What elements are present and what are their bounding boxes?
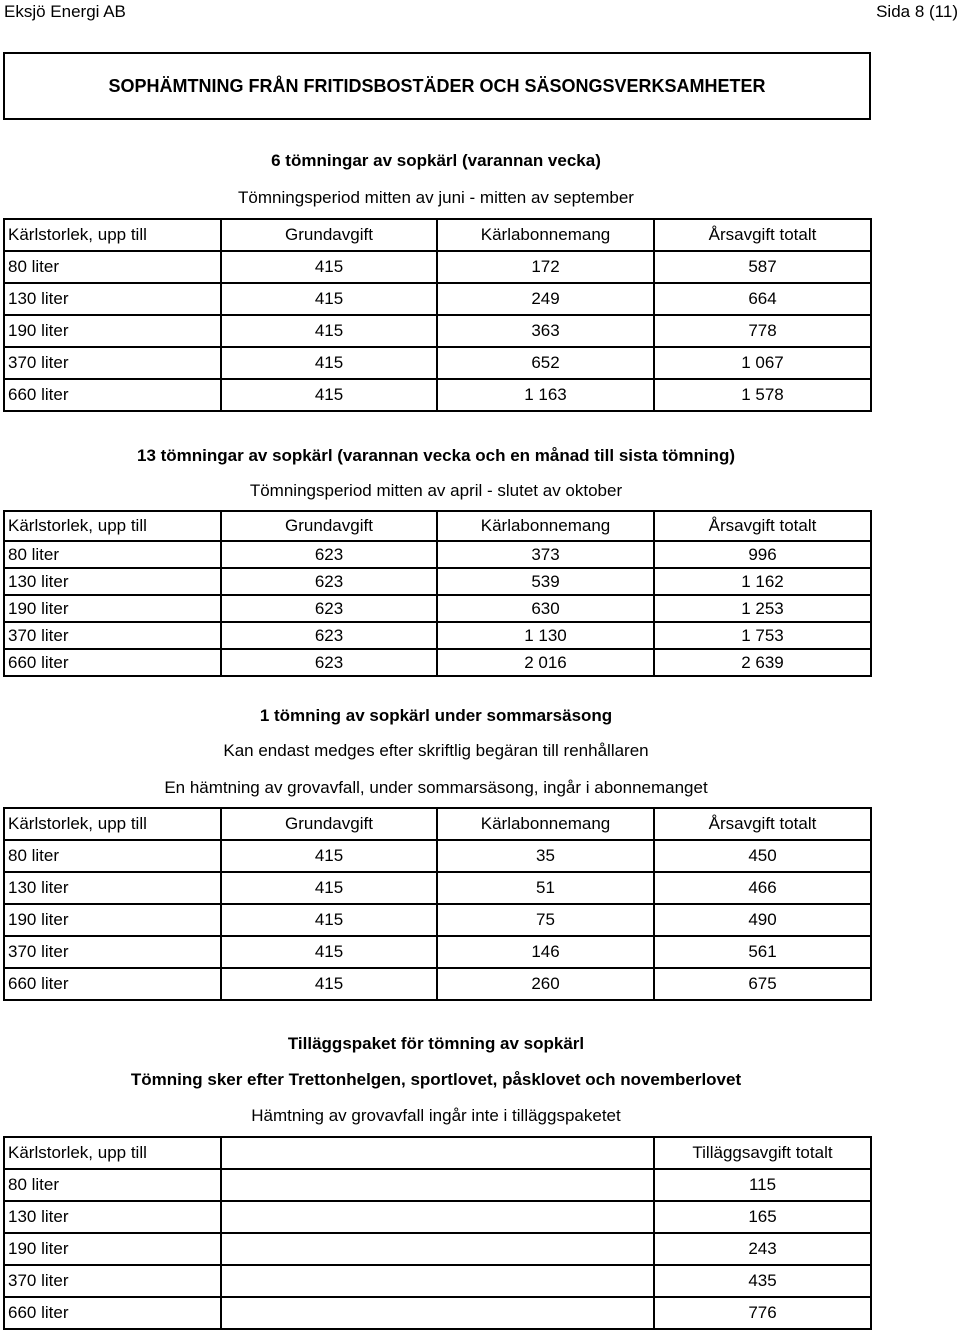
value-cell: 996 (654, 541, 871, 568)
column-header: Kärlabonnemang (437, 219, 654, 251)
value-cell: 1 578 (654, 379, 871, 411)
value-cell: 172 (437, 251, 654, 283)
table-row (4, 251, 871, 283)
value-cell: 490 (654, 904, 871, 936)
value-cell: 561 (654, 936, 871, 968)
table-row (4, 283, 871, 315)
value-cell: 2 016 (437, 649, 654, 676)
table-header-row (4, 511, 871, 541)
column-header: Årsavgift totalt (654, 511, 871, 541)
table-row (4, 1265, 871, 1297)
table-row (4, 1297, 871, 1329)
size-cell: 660 liter (4, 649, 221, 676)
empty-cell (221, 1233, 654, 1265)
size-cell: 370 liter (4, 347, 221, 379)
column-header: Kärlstorlek, upp till (4, 511, 221, 541)
size-cell: 130 liter (4, 568, 221, 595)
table-row (4, 541, 871, 568)
value-cell: 115 (654, 1169, 871, 1201)
size-cell: 190 liter (4, 1233, 221, 1265)
value-cell: 415 (221, 968, 437, 1000)
section3-subheading-1: Kan endast medges efter skriftlig begäran till renhållaren (223, 741, 649, 760)
value-cell: 260 (437, 968, 654, 1000)
section3-heading: 1 tömning av sopkärl under sommarsäsong (259, 706, 613, 725)
value-cell: 415 (221, 904, 437, 936)
table-row (4, 904, 871, 936)
size-cell: 190 liter (4, 315, 221, 347)
value-cell: 587 (654, 251, 871, 283)
document-title (3, 52, 871, 120)
value-cell: 2 639 (654, 649, 871, 676)
value-cell: 652 (437, 347, 654, 379)
size-cell: 130 liter (4, 1201, 221, 1233)
table-row (4, 315, 871, 347)
table-row (4, 595, 871, 622)
section4-heading: Tilläggspaket för tömning av sopkärl (287, 1034, 585, 1053)
size-cell: 80 liter (4, 840, 221, 872)
value-cell: 1 162 (654, 568, 871, 595)
size-cell: 660 liter (4, 1297, 221, 1329)
section1-subheading: Tömningsperiod mitten av juni - mitten av september (238, 188, 634, 207)
column-header: Årsavgift totalt (654, 808, 871, 840)
table-row (4, 568, 871, 595)
value-cell: 75 (437, 904, 654, 936)
value-cell: 623 (221, 568, 437, 595)
empty-cell (221, 1169, 654, 1201)
value-cell: 415 (221, 315, 437, 347)
value-cell: 1 753 (654, 622, 871, 649)
value-cell: 415 (221, 283, 437, 315)
document-title-text: SOPHÄMTNING FRÅN FRITIDSBOSTÄDER OCH SÄSONGSVERKSAMHETER (108, 75, 766, 96)
column-header: Grundavgift (221, 511, 437, 541)
value-cell: 630 (437, 595, 654, 622)
value-cell: 435 (654, 1265, 871, 1297)
value-cell: 1 253 (654, 595, 871, 622)
section4-subheading-1: Tömning sker efter Trettonhelgen, sportlovet, påsklovet och novemberlovet (130, 1070, 742, 1089)
size-cell: 370 liter (4, 622, 221, 649)
section1-table (3, 218, 872, 412)
column-header: Grundavgift (221, 219, 437, 251)
size-cell: 130 liter (4, 872, 221, 904)
column-header: Grundavgift (221, 808, 437, 840)
table-row (4, 347, 871, 379)
value-cell: 675 (654, 968, 871, 1000)
table-row (4, 968, 871, 1000)
table-row (4, 840, 871, 872)
value-cell: 146 (437, 936, 654, 968)
value-cell: 539 (437, 568, 654, 595)
section3-subheading-2: En hämtning av grovavfall, under sommarsäsong, ingår i abonnemanget (164, 778, 708, 797)
empty-cell (221, 1297, 654, 1329)
size-cell: 80 liter (4, 541, 221, 568)
value-cell: 243 (654, 1233, 871, 1265)
company-name: Eksjö Energi AB (4, 2, 126, 21)
table-row (4, 622, 871, 649)
section2-table (3, 510, 872, 677)
value-cell: 1 067 (654, 347, 871, 379)
section2-subheading: Tömningsperiod mitten av april - slutet av oktober (249, 481, 623, 500)
column-header: Tilläggsavgift totalt (654, 1137, 871, 1169)
section4-table (3, 1136, 872, 1330)
value-cell: 623 (221, 595, 437, 622)
value-cell: 664 (654, 283, 871, 315)
empty-cell (221, 1265, 654, 1297)
size-cell: 190 liter (4, 595, 221, 622)
table-header-row (4, 1137, 871, 1169)
table-header-row (4, 219, 871, 251)
value-cell: 415 (221, 840, 437, 872)
table-row (4, 872, 871, 904)
value-cell: 415 (221, 872, 437, 904)
value-cell: 373 (437, 541, 654, 568)
value-cell: 778 (654, 315, 871, 347)
value-cell: 1 130 (437, 622, 654, 649)
value-cell: 415 (221, 379, 437, 411)
size-cell: 80 liter (4, 1169, 221, 1201)
column-header: Kärlstorlek, upp till (4, 1137, 221, 1169)
table-row (4, 1201, 871, 1233)
column-header: Kärlabonnemang (437, 511, 654, 541)
value-cell: 776 (654, 1297, 871, 1329)
section4-subheading-2: Hämtning av grovavfall ingår inte i tilläggspaketet (251, 1106, 621, 1125)
column-header: Kärlstorlek, upp till (4, 219, 221, 251)
value-cell: 51 (437, 872, 654, 904)
column-header: Kärlabonnemang (437, 808, 654, 840)
size-cell: 80 liter (4, 251, 221, 283)
section2-heading: 13 tömningar av sopkärl (varannan vecka och en månad till sista tömning) (136, 446, 735, 465)
value-cell: 35 (437, 840, 654, 872)
table-header-row (4, 808, 871, 840)
section3-table (3, 807, 872, 1001)
table-row (4, 936, 871, 968)
size-cell: 660 liter (4, 379, 221, 411)
column-header: Årsavgift totalt (654, 219, 871, 251)
table-row (4, 1233, 871, 1265)
table-row (4, 379, 871, 411)
value-cell: 415 (221, 251, 437, 283)
value-cell: 450 (654, 840, 871, 872)
column-header: Kärlstorlek, upp till (4, 808, 221, 840)
size-cell: 190 liter (4, 904, 221, 936)
section1-heading: 6 tömningar av sopkärl (varannan vecka) (271, 151, 601, 170)
value-cell: 623 (221, 541, 437, 568)
table-row (4, 1169, 871, 1201)
size-cell: 660 liter (4, 968, 221, 1000)
size-cell: 370 liter (4, 936, 221, 968)
table-row (4, 649, 871, 676)
size-cell: 130 liter (4, 283, 221, 315)
value-cell: 415 (221, 936, 437, 968)
value-cell: 466 (654, 872, 871, 904)
page-number: Sida 8 (11) (876, 2, 958, 21)
empty-cell (221, 1201, 654, 1233)
size-cell: 370 liter (4, 1265, 221, 1297)
value-cell: 415 (221, 347, 437, 379)
value-cell: 249 (437, 283, 654, 315)
value-cell: 623 (221, 622, 437, 649)
value-cell: 1 163 (437, 379, 654, 411)
value-cell: 623 (221, 649, 437, 676)
empty-cell (221, 1137, 654, 1169)
value-cell: 363 (437, 315, 654, 347)
value-cell: 165 (654, 1201, 871, 1233)
